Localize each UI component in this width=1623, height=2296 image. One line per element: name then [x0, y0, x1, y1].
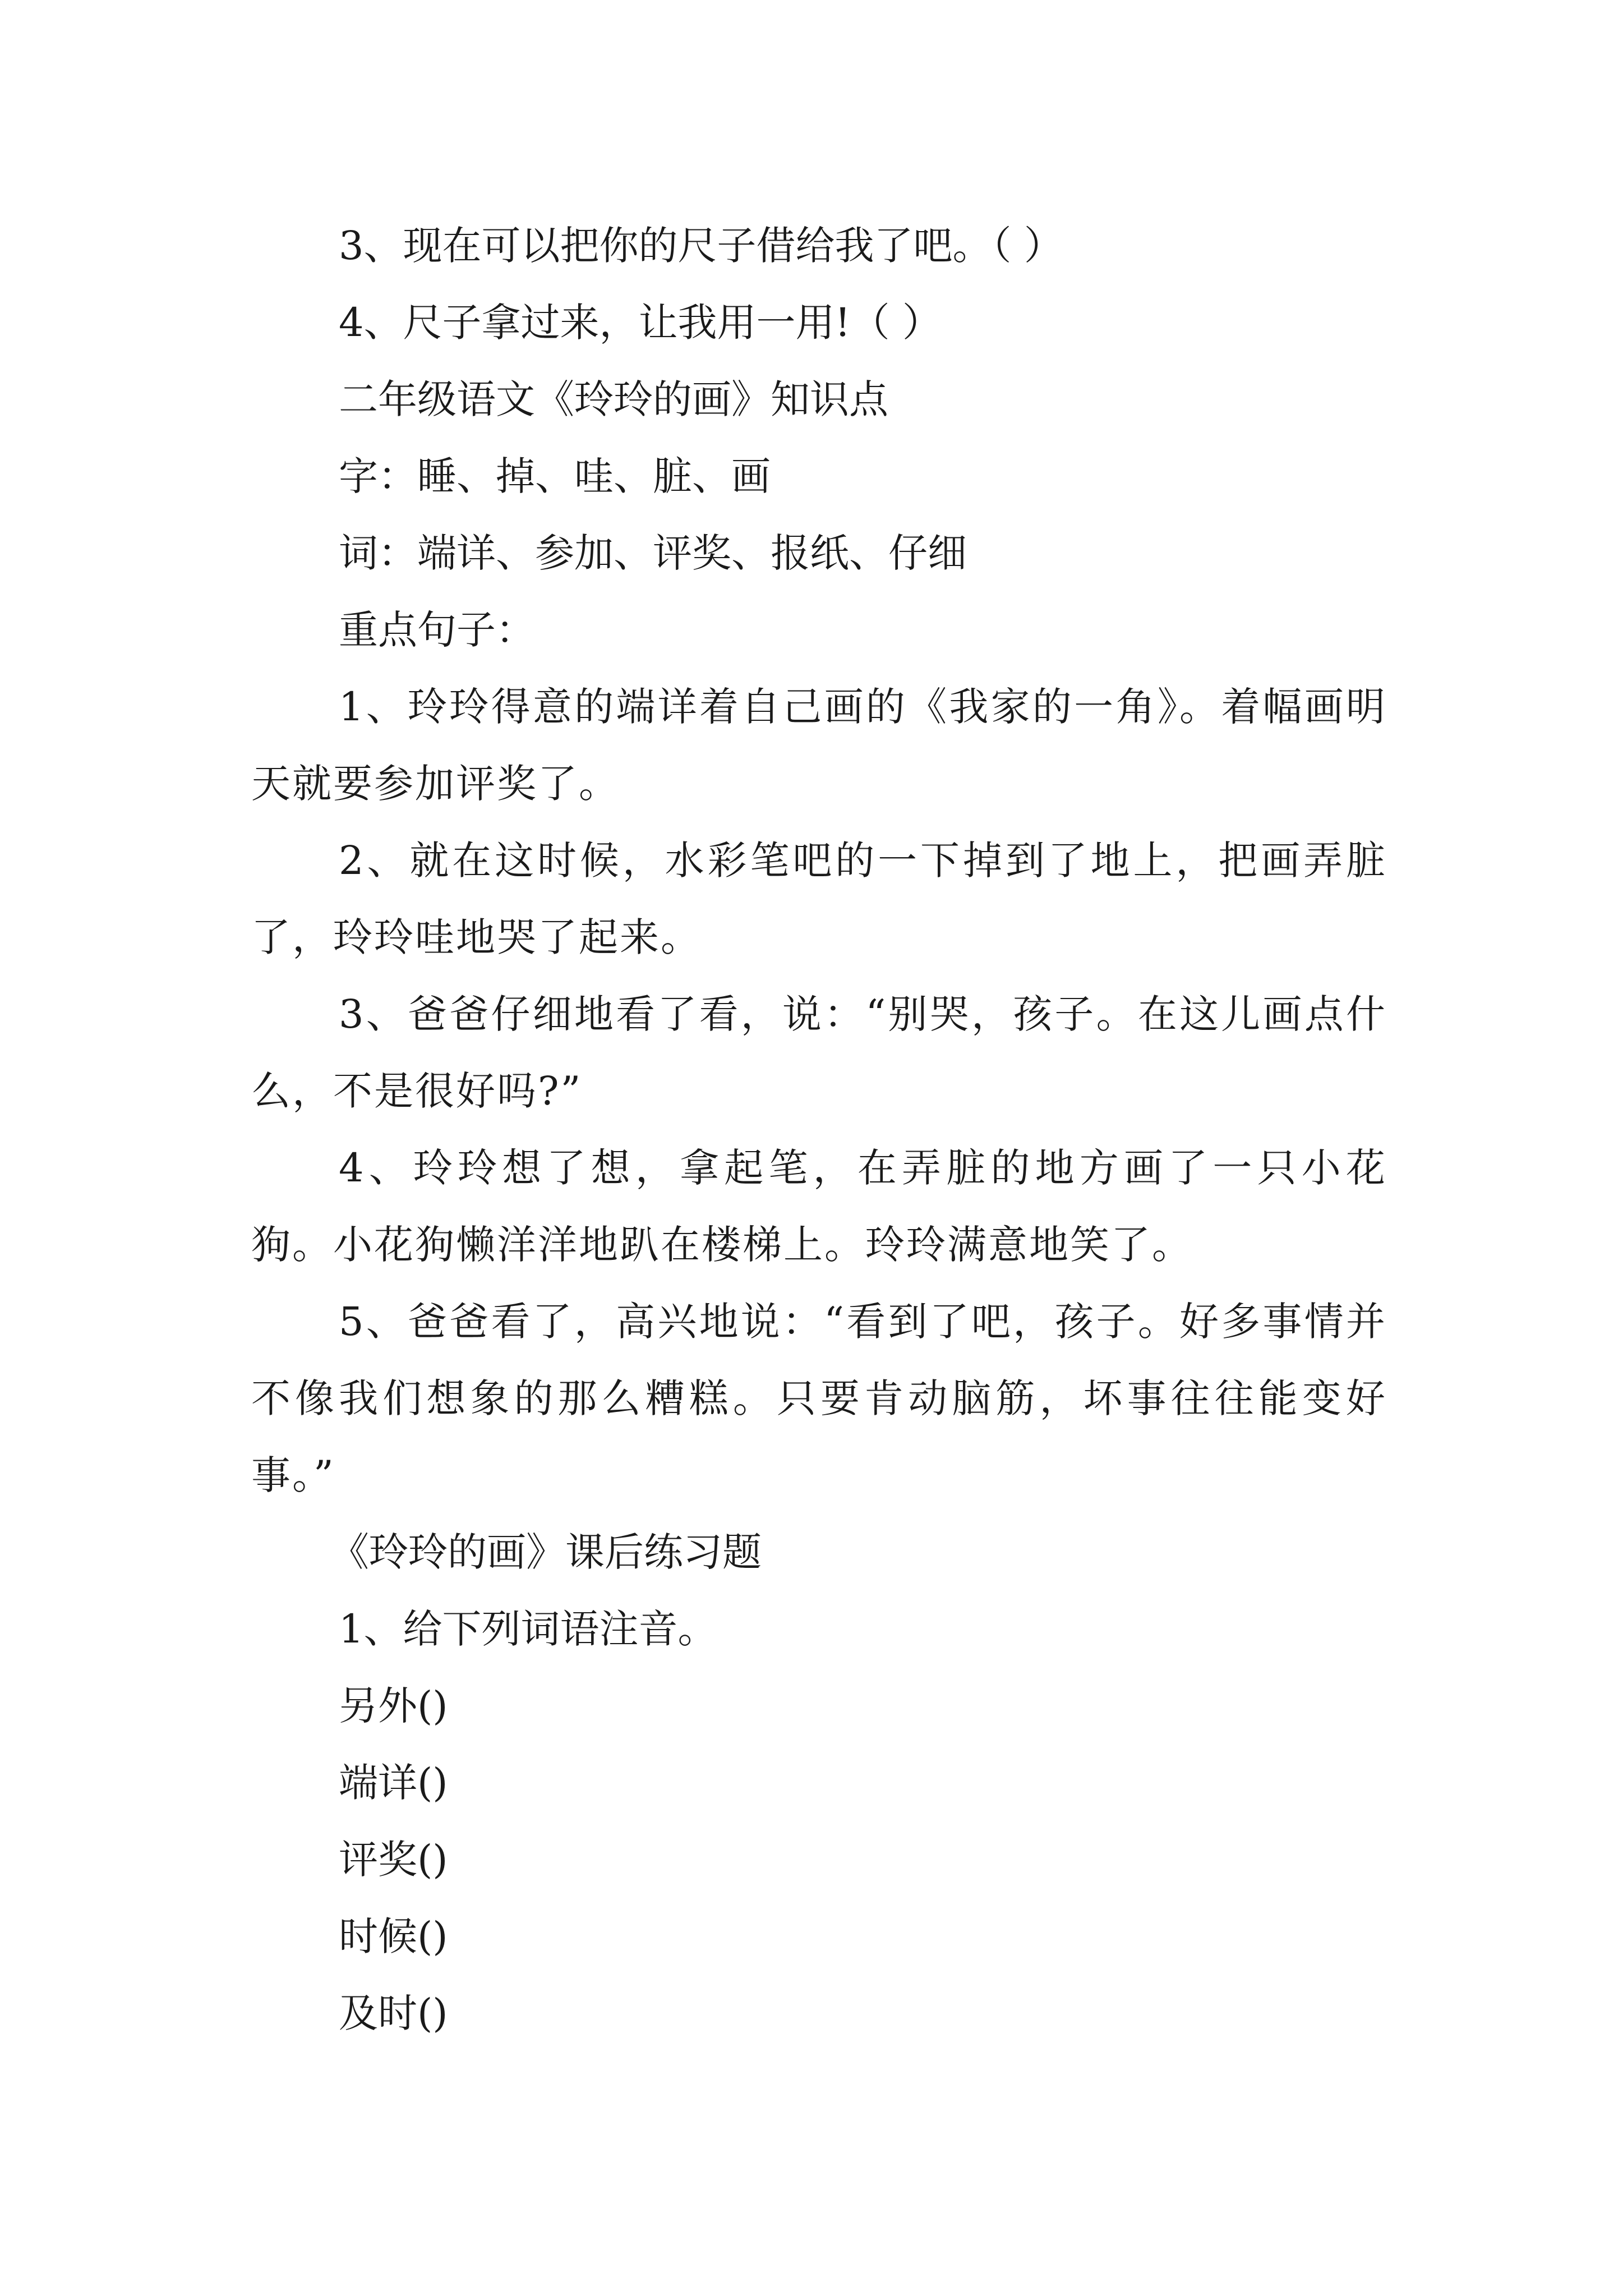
key-sentence-5: 5、爸爸看了，高兴地说：“看到了吧，孩子。好多事情并不像我们想象的那么糟糕。只要肯动脑筋，坏事往往能变好事。” [251, 1299, 1387, 1498]
exercise-question: 1、给下列词语注音。 [339, 1606, 717, 1652]
pinyin-word-3: 评奖() [339, 1837, 448, 1883]
key-sentences-heading: 重点句子： [339, 607, 535, 653]
exercise-item-3: 3、现在可以把你的尺子借给我了吧。（ ） [339, 223, 1063, 269]
exercise-title: 《玲玲的画》课后练习题 [330, 1529, 762, 1575]
pinyin-word-4: 时候() [339, 1913, 448, 1959]
pinyin-word-2: 端详() [339, 1760, 448, 1806]
key-sentence-1: 1、玲玲得意的端详着自己画的《我家的一角》。着幅画明天就要参加评奖了。 [251, 684, 1387, 807]
key-sentence-2: 2、就在这时候，水彩笔吧的一下掉到了地上，把画弄脏了，玲玲哇地哭了起来。 [251, 838, 1387, 960]
pinyin-word-5: 及时() [339, 1990, 448, 2036]
words-line: 词：端详、参加、评奖、报纸、仔细 [339, 530, 967, 576]
key-sentence-4: 4、玲玲想了想，拿起笔，在弄脏的地方画了一只小花狗。小花狗懒洋洋地趴在楼梯上。玲玲满意地笑了。 [251, 1145, 1387, 1268]
pinyin-word-1: 另外() [339, 1683, 448, 1729]
characters-line: 字：睡、掉、哇、脏、画 [339, 453, 771, 499]
section-heading: 二年级语文《玲玲的画》知识点 [339, 376, 888, 422]
document-body [251, 208, 1387, 2052]
exercise-item-4: 4、尺子拿过来，让我用一用!（ ） [339, 300, 942, 346]
key-sentence-3: 3、爸爸仔细地看了看，说：“别哭，孩子。在这儿画点什么，不是很好吗?” [251, 991, 1387, 1114]
